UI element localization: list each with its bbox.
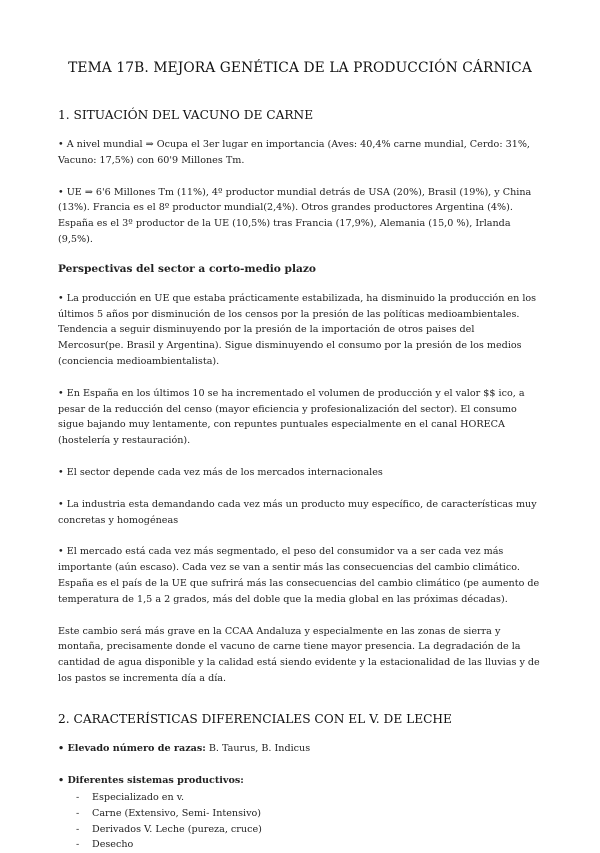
paragraph-eu-production: • La producción en UE que estaba prácticamente estabilizada, ha disminuido la producción en los últimos 5 años por disminución de los censos por la presión de las políticas medioambientales. Tendencia a seguir disminuyendo por la presión de la importación de otros paises del Mercosur(pe. Brasil y Argentina). Sigue disminuyendo el consumo por la presión de los medios (conciencia medioambientalista). <box>58 292 537 367</box>
systems-list <box>58 790 542 852</box>
document-title: TEMA 17B. MEJORA GENÉTICA DE LA PRODUCCIÓN CÁRNICA <box>68 60 532 76</box>
paragraph-industry: • La industria esta demandando cada vez más un producto muy específico, de características muy concretas y homogéneas <box>58 498 537 526</box>
item-breeds <box>58 741 542 757</box>
paragraph-climate: Este cambio será más grave en la CCAA Andaluza y especialmente en las zonas de sierra y montaña, precisamente donde el vacuno de carne tiene mayor presencia. La degradación de la cantidad de agua disponible y la calidad está siendo evidente y la estacionalidad de las lluvias y de los pastos se incrementa día a día. <box>58 625 540 684</box>
item-breeds-text: B. Taurus, B. Indicus <box>205 742 311 754</box>
item-breeds-label: • Elevado número de razas: <box>58 742 206 754</box>
item-systems-label: • Diferentes sistemas productivos: <box>58 774 244 786</box>
section-2-heading: 2. CARACTERÍSTICAS DIFERENCIALES CON EL V. DE LECHE <box>58 711 452 726</box>
list-item: - Derivados V. Leche (pureza, cruce) <box>76 822 542 838</box>
paragraph-market: • El mercado está cada vez más segmentado, el peso del consumidor va a ser cada vez más importante (aún escaso). Cada vez se van a sentir más las consecuencias del cambio climático. España es el país de la UE que sufrirá más las consecuencias del cambio climático (pe aumento de temperatura de 1,5 a 2 grados, más del doble que la media global en las próximas décadas). <box>58 546 540 605</box>
subheading-perspectives: Perspectivas del sector a corto-medio plazo <box>58 262 316 275</box>
list-item: - Especializado en v. <box>76 790 542 806</box>
list-item: - Carne (Extensivo, Semi- Intensivo) <box>76 806 542 822</box>
list-item: - Desecho <box>76 837 542 853</box>
paragraph-international: • El sector depende cada vez más de los mercados internacionales <box>58 466 383 478</box>
section-1-heading: 1. SITUACIÓN DEL VACUNO DE CARNE <box>58 108 314 122</box>
paragraph-world: • A nivel mundial ⇒ Ocupa el 3er lugar en importancia (Aves: 40,4% carne mundial, Cerdo: 31%, Vacuno: 17,5%) con 60'9 Millones Tm. <box>58 139 530 166</box>
paragraph-eu: • UE ⇒ 6'6 Millones Tm (11%), 4º productor mundial detrás de USA (20%), Brasil (19%), y China (13%). Francia es el 8º productor mundial(2,4%). Otros grandes productores Argentina (4%). España es el 3º productor de la UE (10,5%) tras Francia (17,9%), Alemania (15,0 %), Irlanda (9,5%). <box>58 186 532 245</box>
paragraph-spain: • En España en los últimos 10 se ha incrementado el volumen de producción y el valor $$ ico, a pesar de la reducción del censo (mayor eficiencia y profesionalización del sector). El consumo sigue bajando muy lentamente, con repuntes puntuales especialmente en el canal HORECA (hostelería y restauración). <box>58 387 525 447</box>
